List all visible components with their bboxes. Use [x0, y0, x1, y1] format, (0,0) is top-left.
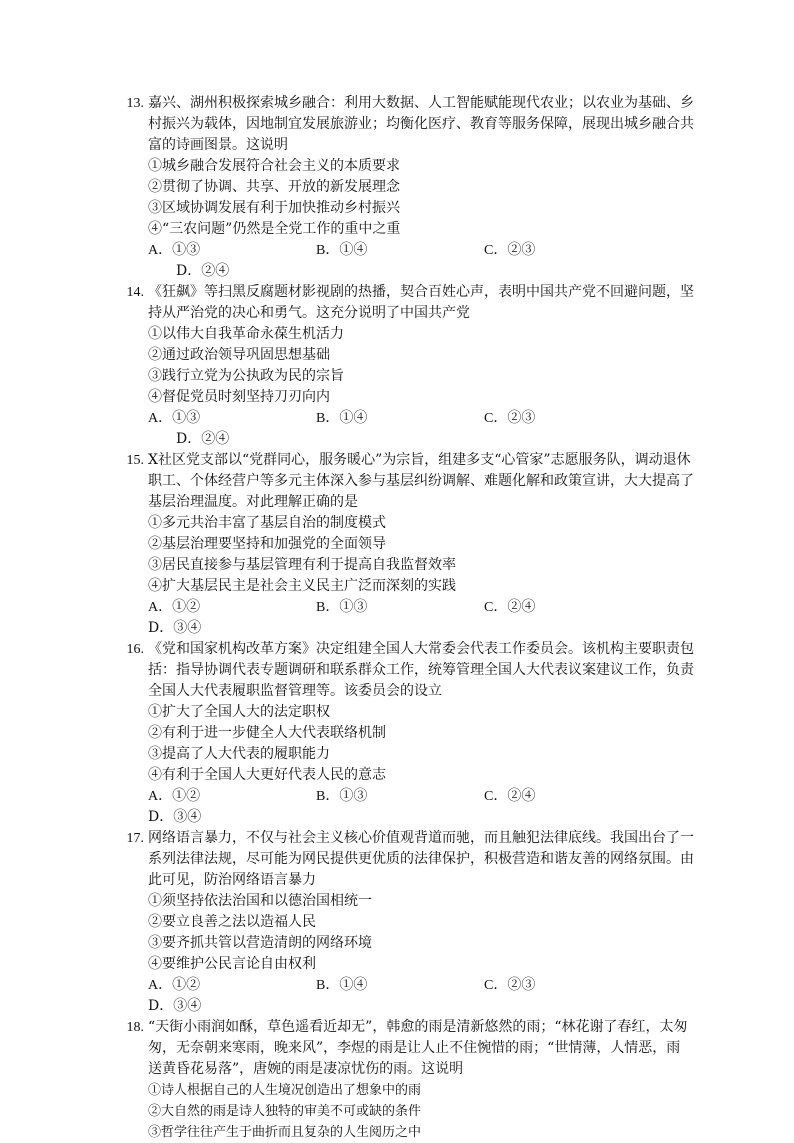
statement-3: ③居民直接参与基层管理有利于提高自我监督效率: [148, 557, 456, 573]
statement-2: ②要立良善之法以造福人民: [148, 914, 316, 930]
question-body: [148, 1017, 694, 1143]
answer-choices: [148, 975, 694, 996]
statement-1: ①诗人根据自己的人生境况创造出了想象中的雨: [148, 1083, 422, 1098]
question-number: 17.: [126, 831, 144, 846]
choice-b[interactable]: B．①④: [316, 411, 368, 426]
statement-2: ②大自然的雨是诗人独特的审美不可或缺的条件: [148, 1104, 422, 1119]
question-body: [148, 93, 694, 282]
choice-c[interactable]: C．②③: [484, 243, 536, 258]
statement-grid: [148, 702, 694, 786]
question-18: [0, 1017, 794, 1143]
statement-2: ②有利于进一步健全人大代表联络机制: [148, 725, 386, 741]
statement-3: ③区域协调发展有利于加快推动乡村振兴: [148, 200, 400, 216]
choice-a[interactable]: A．①③: [148, 243, 201, 258]
statement-3: ③要齐抓共管以营造清朗的网络环境: [148, 935, 372, 951]
statement-2: ②通过政治领导巩固思想基础: [148, 347, 330, 363]
question-number: 14.: [126, 285, 144, 300]
choice-c[interactable]: C．②④: [484, 600, 536, 615]
choice-c[interactable]: C．②③: [484, 978, 536, 993]
statement-4: ④“三农问题”仍然是全党工作的重中之重: [148, 221, 401, 237]
statement-grid: [148, 891, 694, 975]
question-15: [0, 450, 794, 639]
question-stem: 网络语言暴力，不仅与社会主义核心价值观背道而驰，而且触犯法律底线。我国出台了一系列法律法规，尽可能为网民提供更优质的法律保护，积极营造和谐友善的网络氛围。由此可见，防治网络语言暴力: [148, 830, 694, 888]
choice-d[interactable]: D．③④: [148, 620, 202, 636]
statement-3: ③哲学往往产生于曲折而且复杂的人生阅历之中: [148, 1125, 422, 1140]
statement-4: ④有利于全国人大更好代表人民的意志: [148, 767, 386, 783]
choice-c[interactable]: C．②④: [484, 789, 536, 804]
statement-4: ④督促党员时刻坚持刀刃向内: [148, 389, 330, 405]
question-number: 13.: [126, 96, 144, 111]
choice-a[interactable]: A．①②: [148, 789, 201, 804]
question-17: [0, 828, 794, 1017]
statement-4: ④要维护公民言论自由权利: [148, 956, 316, 972]
statement-2: ②基层治理要坚持和加强党的全面领导: [148, 536, 386, 552]
choice-d[interactable]: D．②④: [176, 431, 230, 447]
choice-d[interactable]: D．②④: [176, 263, 230, 279]
question-number: 16.: [126, 642, 144, 657]
answer-choices: [148, 786, 694, 807]
choice-a[interactable]: A．①③: [148, 411, 201, 426]
question-number: 15.: [126, 453, 144, 468]
question-stem: “天街小雨润如酥，草色遥看近却无”，韩愈的雨是清新悠然的雨；“林花谢了春红，太匆匆，无奈朝来寒雨，晚来风”，李煜的雨是让人止不住惋惜的雨；“世情薄，人情恶，雨送黄昏花易落”，唐婉的雨是凄凉忧伤的雨。这说明: [148, 1019, 688, 1077]
question-body: [148, 450, 694, 639]
statement-4: ④扩大基层民主是社会主义民主广泛而深刻的实践: [148, 578, 456, 594]
choice-c[interactable]: C．②③: [484, 411, 536, 426]
choice-b[interactable]: B．①④: [316, 978, 368, 993]
question-stem: 嘉兴、湖州积极探索城乡融合：利用大数据、人工智能赋能现代农业；以农业为基础、乡村振兴为载体，因地制宜发展旅游业；均衡化医疗、教育等服务保障，展现出城乡融合共富的诗画图景。这说明: [148, 95, 694, 153]
statement-1: ①以伟大自我革命永葆生机活力: [148, 326, 344, 342]
statement-1: ①扩大了全国人大的法定职权: [148, 704, 330, 720]
question-stem: 《党和国家机构改革方案》决定组建全国人大常委会代表工作委员会。该机构主要职责包括：指导协调代表专题调研和联系群众工作，统筹管理全国人大代表议案建议工作，负责全国人大代表履职监督管理等。该委员会的设立: [148, 641, 694, 699]
choice-d[interactable]: D．③④: [148, 998, 202, 1014]
answer-choices: [148, 597, 694, 618]
answer-choices: [148, 240, 694, 261]
choice-b[interactable]: B．①④: [316, 243, 368, 258]
question-14: [0, 282, 794, 450]
choice-b[interactable]: B．①③: [316, 600, 368, 615]
statement-3: ③践行立党为公执政为民的宗旨: [148, 368, 344, 384]
question-13: [0, 93, 794, 282]
choice-a[interactable]: A．①②: [148, 600, 201, 615]
question-body: [148, 282, 694, 450]
exam-page: [0, 93, 794, 1143]
choice-b[interactable]: B．①③: [316, 789, 368, 804]
statement-1: ①城乡融合发展符合社会主义的本质要求: [148, 158, 400, 174]
choice-a[interactable]: A．①②: [148, 978, 201, 993]
question-stem: X社区党支部以“党群同心，服务暖心”为宗旨，组建多支“心管家”志愿服务队，调动退休职工、个体经营户等多元主体深入参与基层纠纷调解、难题化解和政策宣讲，大大提高了基层治理温度。对此理解正确的是: [148, 452, 694, 510]
question-stem: 《狂飙》等扫黑反腐题材影视剧的热播，契合百姓心声，表明中国共产党不回避问题，坚持从严治党的决心和勇气。这充分说明了中国共产党: [148, 284, 694, 321]
statement-1: ①须坚持依法治国和以德治国相统一: [148, 893, 372, 909]
statement-grid: [148, 324, 694, 408]
answer-choices: [148, 408, 694, 429]
question-body: [148, 828, 694, 1017]
question-number: 18.: [126, 1020, 144, 1035]
question-body: [148, 639, 694, 828]
statement-2: ②贯彻了协调、共享、开放的新发展理念: [148, 179, 400, 195]
question-16: [0, 639, 794, 828]
statement-1: ①多元共治丰富了基层自治的制度模式: [148, 515, 386, 531]
statement-3: ③提高了人大代表的履职能力: [148, 746, 330, 762]
choice-d[interactable]: D．③④: [148, 809, 202, 825]
